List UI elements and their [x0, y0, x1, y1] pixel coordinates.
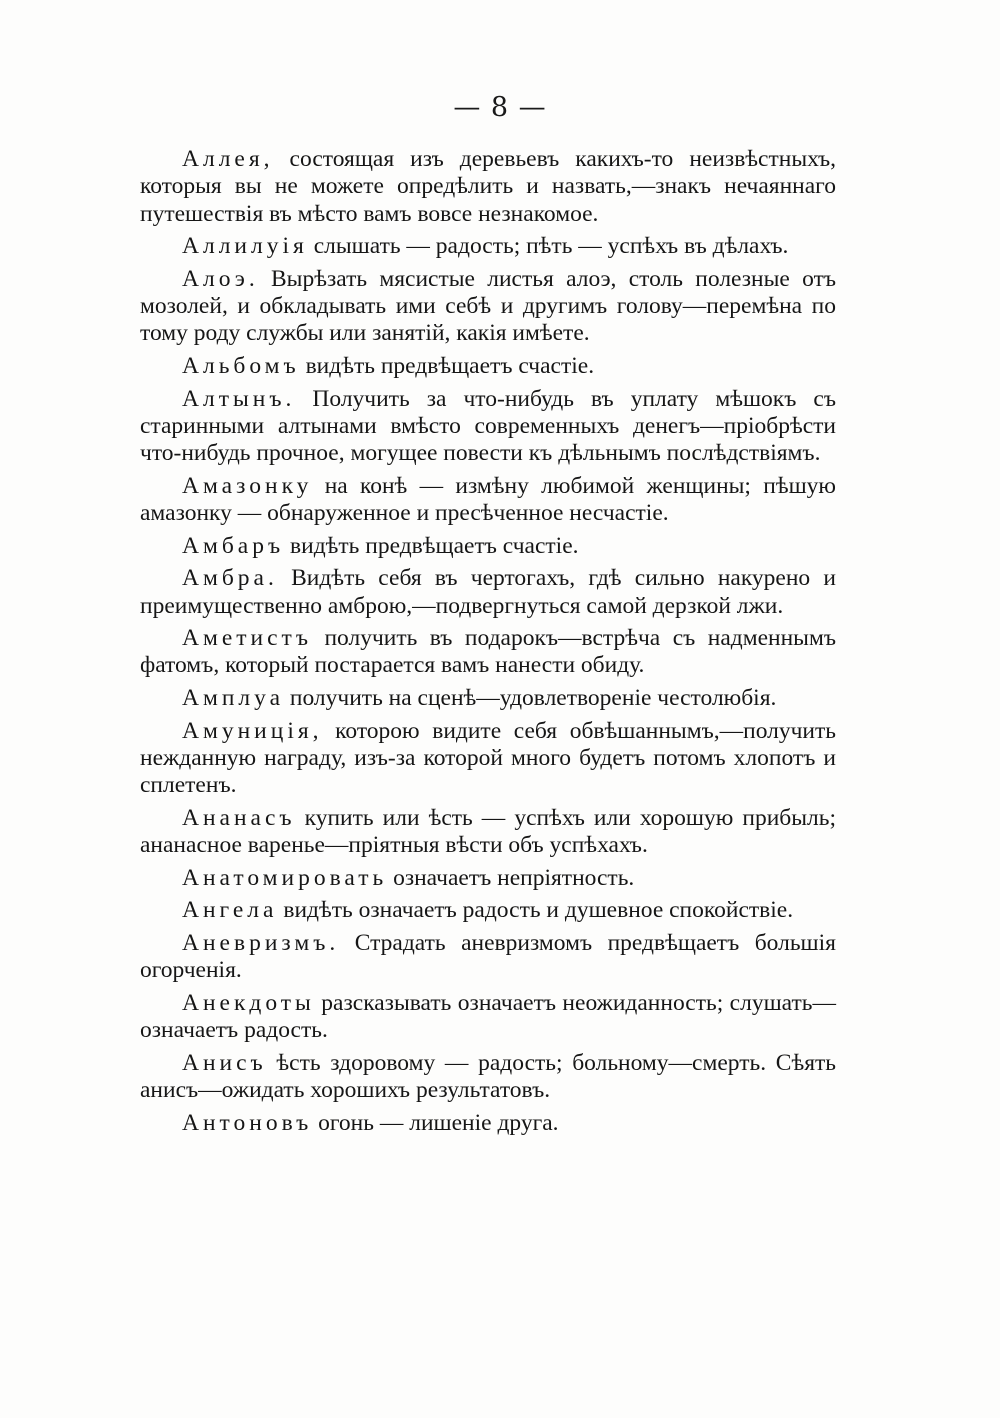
entry-text: огонь — лишеніе друга.: [312, 1109, 559, 1136]
entry: [140, 146, 836, 228]
entry: [140, 1050, 836, 1105]
entry: [140, 473, 836, 528]
entry-headword: Анатомировать: [182, 864, 388, 891]
entry-headword: Аметистъ: [182, 625, 312, 652]
entry-headword: Антоновъ: [182, 1109, 313, 1136]
entry: [140, 1110, 836, 1137]
entry: [140, 805, 836, 860]
entry: [140, 386, 836, 468]
entry-headword: Амбра.: [182, 565, 278, 592]
entry-headword: Ананасъ: [182, 804, 296, 831]
page-number: — 8 —: [453, 92, 547, 123]
entry-headword: Аллея,: [182, 146, 274, 172]
entry-text: Вырѣзать мясистые листья алоэ, столь полезные отъ мозолей, и обкладывать ими себѣ и другимъ голову—перемѣна по тому роду службы или занятій, какія имѣете.: [140, 265, 836, 347]
entry: [140, 625, 836, 680]
entry-headword: Амазонку: [182, 472, 313, 499]
entry-headword: Альбомъ: [182, 352, 300, 379]
entry-text: Видѣть себя въ чертогахъ, гдѣ сильно накурено и преимущественно амброю,—подвергнуться самой дерзкой лжи.: [140, 565, 836, 619]
entry-text: состоящая изъ деревьевъ какихъ-то неизвѣстныхъ, которыя вы не можете опредѣлить и назвать,—знакъ нечаяннаго путешествія въ мѣсто вамъ вовсе незнакомое.: [140, 146, 836, 227]
entry-text: слышать — радость; пѣть — успѣхъ въ дѣлахъ.: [307, 233, 789, 260]
entry-text: Страдать аневризмомъ предвѣщаетъ большія огорченія.: [140, 929, 836, 984]
entry: [140, 990, 836, 1045]
entry-text: видѣть предвѣщаетъ счастіе.: [299, 352, 595, 379]
entry-headword: Алтынъ.: [182, 385, 296, 412]
entry: [140, 718, 836, 800]
entry-headword: Анекдоты: [182, 989, 315, 1016]
entry-text: означаетъ непріятность.: [387, 864, 635, 891]
entry-text: купить или ѣсть — успѣхъ или хорошую прибыль; ананасное варенье—пріятныя вѣсти объ успѣхахъ.: [140, 804, 836, 859]
entry-text: которою видите себя обвѣшаннымъ,—получить нежданную награду, изъ-за которой много будетъ потомъ хлопотъ и сплетенъ.: [140, 717, 836, 799]
entry-text: ѣсть здоровому — радость; больному—смерть. Сѣять анисъ—ожидать хорошихъ результатовъ.: [140, 1049, 836, 1103]
entry: [140, 533, 836, 560]
entry-headword: Анисъ: [182, 1049, 267, 1076]
entry-text: видѣть предвѣщаетъ счастіе.: [284, 532, 579, 559]
entry-text: разсказывать означаетъ неожиданность; слушать—означаетъ радость.: [140, 989, 836, 1044]
entry-headword: Амплуа: [182, 685, 285, 712]
entry-headword: Аллилуія: [182, 233, 308, 260]
entry-headword: Ангела: [182, 897, 278, 924]
entry: [140, 897, 836, 924]
entry-headword: Аневризмъ.: [182, 929, 340, 956]
entry-headword: Алоэ.: [182, 265, 259, 292]
entry: [140, 266, 836, 348]
entry-text: Получить за что-нибудь въ уплату мѣшокъ съ старинными алтынами вмѣсто современныхъ денегъ—пріобрѣсти что-нибудь прочное, могущее повести къ дѣльнымъ послѣдствіямъ.: [140, 385, 836, 467]
entry: [140, 930, 836, 985]
entry: [140, 233, 836, 260]
entry: [140, 353, 836, 380]
entry: [140, 865, 836, 892]
entry-headword: Амуниція,: [182, 717, 323, 744]
entry: [140, 565, 836, 620]
entry-text: получить на сценѣ—удовлетвореніе честолюбія.: [284, 685, 777, 712]
entry-text: получить въ подарокъ—встрѣча съ надменнымъ фатомъ, который постарается вамъ нанести обиду.: [140, 625, 836, 679]
dictionary-text: [140, 146, 836, 1142]
entry-text: на конѣ — измѣну любимой женщины; пѣшую амазонку — обнаруженное и пресѣченное несчастіе.: [140, 472, 836, 527]
entry-text: видѣть означаетъ радость и душевное спокойствіе.: [277, 897, 794, 924]
entry: [140, 685, 836, 712]
entry-headword: Амбаръ: [182, 532, 285, 559]
